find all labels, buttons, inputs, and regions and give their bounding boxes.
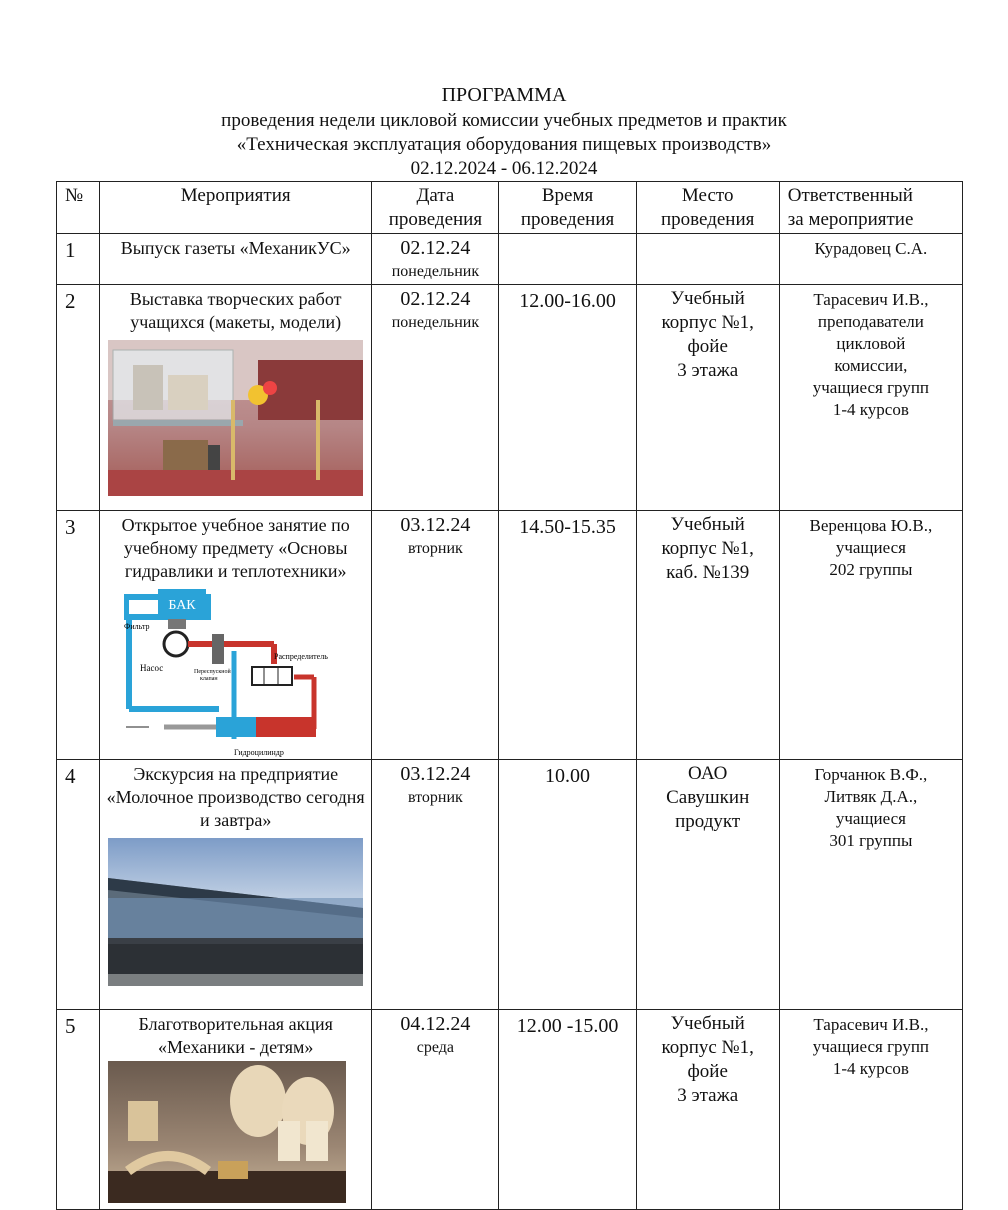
responsible-cell: Веренцова Ю.В., учащиеся 202 группы bbox=[779, 511, 962, 760]
header-time: Время проведения bbox=[499, 182, 636, 234]
event-cell: Открытое учебное занятие по учебному предмету «Основы гидравлики и теплотехники» БАК Фильтр Насос Переспускной клапан Распределитель Гидроцилиндр bbox=[100, 511, 372, 760]
diagram-valve-label: Переспускной bbox=[194, 669, 231, 675]
exhibition-photo bbox=[108, 340, 363, 496]
place-cell: Учебный корпус №1, фойе 3 этажа bbox=[636, 1010, 779, 1210]
place-cell: ОАО Савушкин продукт bbox=[636, 760, 779, 1010]
diagram-distributor-label: Распределитель bbox=[274, 652, 328, 661]
time-cell: 14.50-15.35 bbox=[499, 511, 636, 760]
time-cell bbox=[499, 234, 636, 285]
event-cell: Выставка творческих работ учащихся (макеты, модели) bbox=[100, 285, 372, 511]
factory-photo bbox=[108, 838, 363, 986]
place-cell bbox=[636, 234, 779, 285]
svg-text:клапан: клапан bbox=[200, 676, 218, 682]
header-date: Дата проведения bbox=[372, 182, 499, 234]
date-cell: 04.12.24 среда bbox=[372, 1010, 499, 1210]
diagram-tank-label: БАК bbox=[168, 598, 196, 613]
event-cell: Благотворительная акция «Механики - детям» bbox=[100, 1010, 372, 1210]
time-cell: 12.00-16.00 bbox=[499, 285, 636, 511]
charity-photo bbox=[108, 1061, 346, 1203]
header-event: Мероприятия bbox=[100, 182, 372, 234]
event-cell: Выпуск газеты «МеханикУС» bbox=[100, 234, 372, 285]
row-number: 1 bbox=[57, 234, 100, 285]
event-cell: Экскурсия на предприятие «Молочное производство сегодня и завтра» bbox=[100, 760, 372, 1010]
date-cell: 03.12.24 вторник bbox=[372, 760, 499, 1010]
program-table bbox=[56, 181, 963, 1210]
date-cell: 02.12.24 понедельник bbox=[372, 285, 499, 511]
program-specialty: «Техническая эксплуатация оборудования пищевых производств» bbox=[236, 134, 772, 155]
diagram-cylinder-label: Гидроцилиндр bbox=[234, 748, 284, 757]
table-header-row bbox=[57, 182, 963, 234]
time-cell: 10.00 bbox=[499, 760, 636, 1010]
date-cell: 02.12.24 понедельник bbox=[372, 234, 499, 285]
table-row bbox=[57, 285, 963, 511]
place-cell: Учебный корпус №1, фойе 3 этажа bbox=[636, 285, 779, 511]
diagram-pump-label: Насос bbox=[140, 663, 164, 673]
row-number: 2 bbox=[57, 285, 100, 511]
program-subtitle: проведения недели цикловой комиссии учебных предметов и практик bbox=[221, 110, 787, 131]
date-cell: 03.12.24 вторник bbox=[372, 511, 499, 760]
header-num: № bbox=[57, 182, 100, 234]
responsible-cell: Горчанюк В.Ф., Литвяк Д.А., учащиеся 301 группы bbox=[779, 760, 962, 1010]
responsible-cell: Тарасевич И.В., учащиеся групп 1-4 курсов bbox=[779, 1010, 962, 1210]
table-row bbox=[57, 234, 963, 285]
header-place: Место проведения bbox=[636, 182, 779, 234]
program-dates: 02.12.2024 - 06.12.2024 bbox=[410, 158, 598, 179]
header-responsible: Ответственный за мероприятие bbox=[779, 182, 962, 234]
program-title: ПРОГРАММА bbox=[441, 84, 567, 106]
diagram-filter-label: Фильтр bbox=[124, 622, 150, 631]
table-row bbox=[57, 511, 963, 760]
row-number: 5 bbox=[57, 1010, 100, 1210]
table-row bbox=[57, 760, 963, 1010]
row-number: 3 bbox=[57, 511, 100, 760]
place-cell: Учебный корпус №1, каб. №139 bbox=[636, 511, 779, 760]
responsible-cell: Курадовец С.А. bbox=[779, 234, 962, 285]
responsible-cell: Тарасевич И.В., преподаватели цикловой комиссии, учащиеся групп 1-4 курсов bbox=[779, 285, 962, 511]
hydraulic-diagram bbox=[124, 589, 354, 759]
table-row bbox=[57, 1010, 963, 1210]
time-cell: 12.00 -15.00 bbox=[499, 1010, 636, 1210]
row-number: 4 bbox=[57, 760, 100, 1010]
